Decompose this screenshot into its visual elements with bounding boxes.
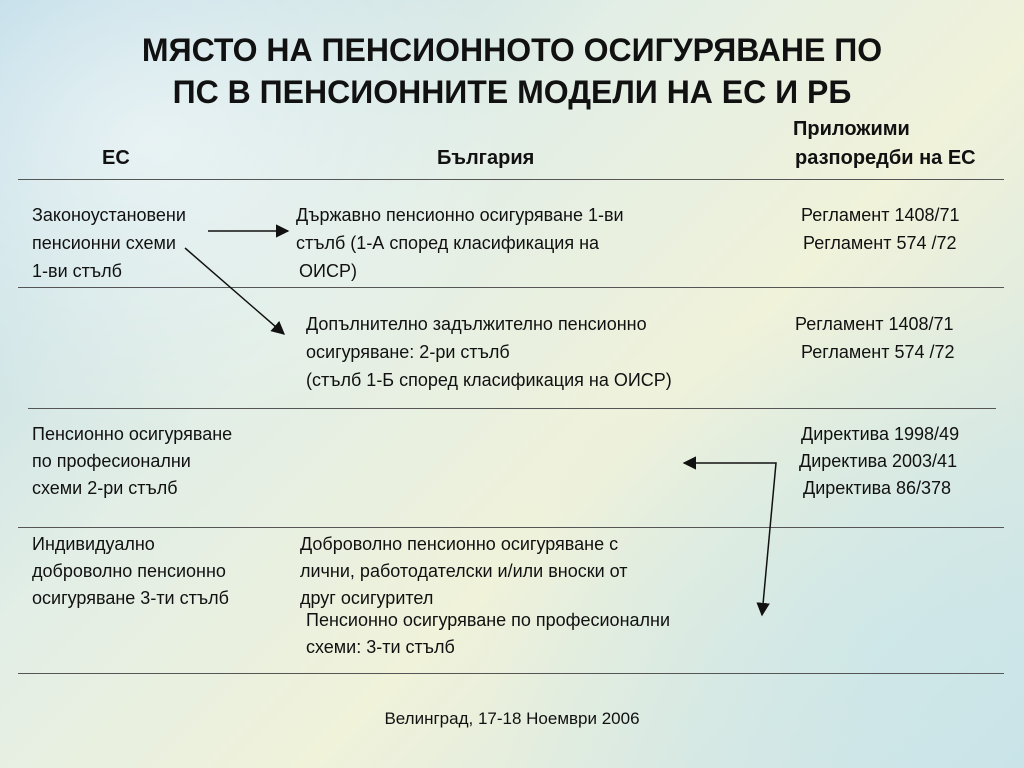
row3-eu-line-2: по професионални	[32, 451, 191, 471]
row1-eu-line-1: Законоустановени	[32, 205, 186, 225]
row3-ref-1: Директива 1998/49	[801, 424, 960, 444]
row4-bg-line-5: схеми: 3-ти стълб	[306, 637, 455, 657]
row4-bg-line-4: Пенсионно осигуряване по професионални	[306, 610, 671, 630]
row3-ref-3: Директива 86/378	[803, 478, 952, 498]
row4-bg-line-1: Доброволно пенсионно осигуряване с	[300, 534, 619, 554]
row3-eu-line-1: Пенсионно осигуряване	[32, 424, 233, 444]
row4-eu-line-3: осигуряване 3-ти стълб	[32, 588, 229, 608]
row1-eu-line-2: пенсионни схеми	[32, 233, 176, 253]
row2-ref-1: Регламент 1408/71	[795, 314, 954, 334]
footer: Велинград, 17-18 Ноември 2006	[384, 709, 640, 728]
title-line-2: ПС В ПЕНСИОННИТЕ МОДЕЛИ НА ЕС И РБ	[172, 74, 852, 110]
arrow-eu-to-supplementary-pension	[185, 248, 284, 334]
row2-bg-line-2: осигуряване: 2-ри стълб	[306, 342, 510, 362]
row2-bg-line-3: (стълб 1-Б според класификация на ОИСР)	[306, 370, 672, 390]
row3-eu-line-3: схеми 2-ри стълб	[32, 478, 178, 498]
header-eu: ЕС	[102, 147, 130, 169]
row3-ref-2: Директива 2003/41	[799, 451, 958, 471]
row1-ref-2: Регламент 574 /72	[803, 233, 957, 253]
row1-bg-line-2: стълб (1-А според класификация на	[296, 233, 600, 253]
row4-eu-line-1: Индивидуално	[32, 534, 155, 554]
header-provisions-line-1: Приложими	[793, 118, 910, 140]
row1-eu-line-3: 1-ви стълб	[32, 261, 122, 281]
row1-ref-1: Регламент 1408/71	[801, 205, 960, 225]
row4-bg-line-2: лични, работодателски и/или вноски от	[300, 561, 628, 581]
title-line-1: МЯСТО НА ПЕНСИОННОТО ОСИГУРЯВАНЕ ПО	[141, 32, 883, 68]
header-provisions-line-2: разпоредби на ЕС	[795, 147, 976, 169]
row4-eu-line-2: доброволно пенсионно	[32, 561, 226, 581]
row2-bg-line-1: Допълнително задължително пенсионно	[306, 314, 647, 334]
row2-ref-2: Регламент 574 /72	[801, 342, 955, 362]
arrow-occupational-schemes	[684, 463, 776, 615]
row1-bg-line-1: Държавно пенсионно осигуряване 1-ви	[296, 205, 624, 225]
row4-bg-line-3: друг осигурител	[300, 588, 434, 608]
row1-bg-line-3: ОИСР)	[299, 261, 357, 281]
header-bulgaria: България	[437, 147, 535, 169]
